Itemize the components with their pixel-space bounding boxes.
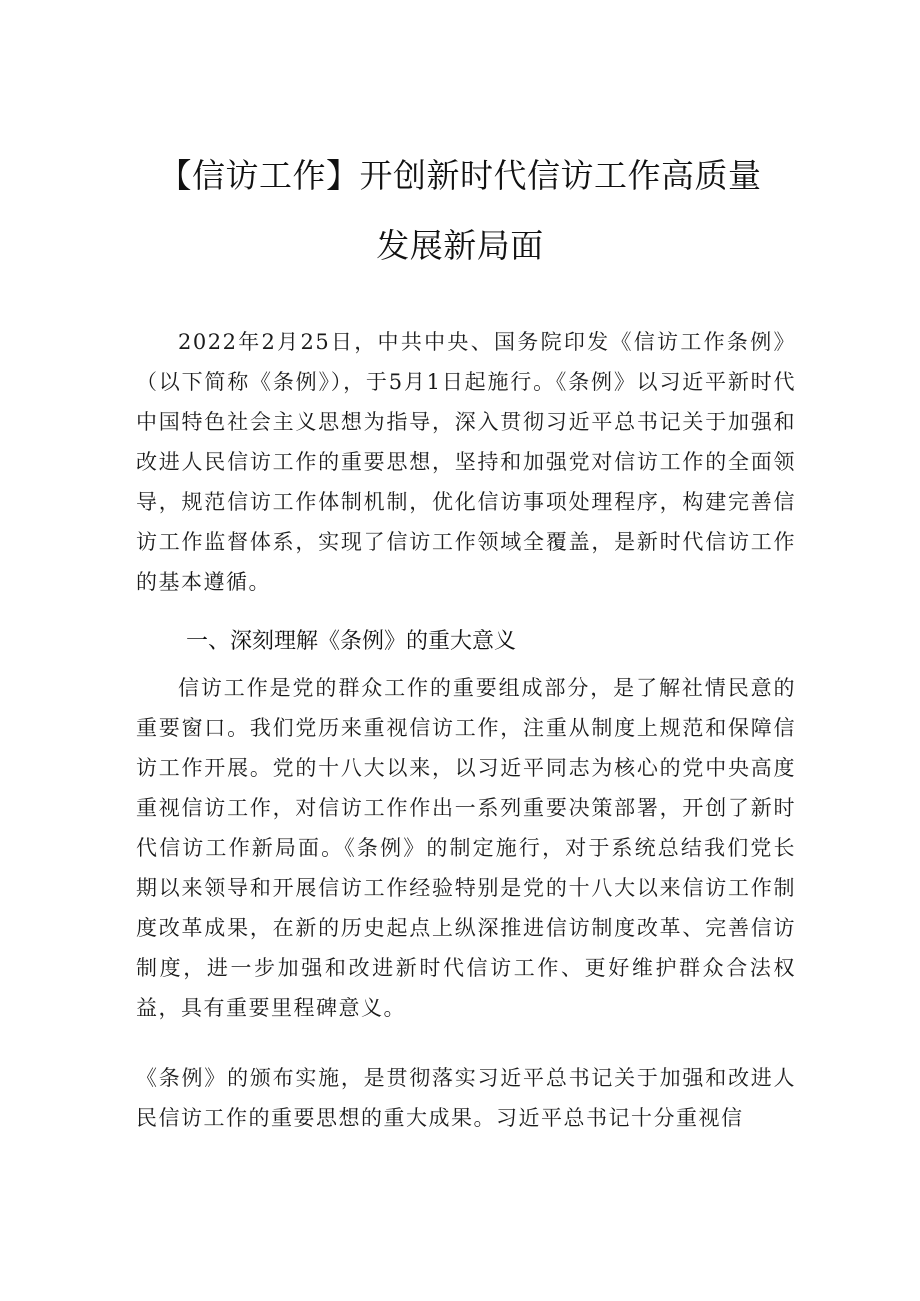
paragraph-implementation: 《条例》的颁布实施，是贯彻落实习近平总书记关于加强和改进人民信访工作的重要思想的重大成果。习近平总书记十分重视信 <box>136 1066 796 1130</box>
document-title-line-1: 【信访工作】开创新时代信访工作高质量 <box>158 156 762 195</box>
paragraph-intro: 2022年2月25日，中共中央、国务院印发《信访工作条例》（以下简称《条例》），于5月1日起施行。《条例》以习近平新时代中国特色社会主义思想为指导，深入贯彻习近平总书记关于加强和改进人民信访工作的重要思想，坚持和加强党对信访工作的全面领导，规范信访工作体制机制，优化信访事项处理程序，构建完善信访工作监督体系，实现了信访工作领域全覆盖，是新时代信访工作的基本遵循。 <box>136 330 796 594</box>
section-heading-1: 一、深刻理解《条例》的重大意义 <box>186 629 517 654</box>
paragraph-significance: 信访工作是党的群众工作的重要组成部分，是了解社情民意的重要窗口。我们党历来重视信访工作，注重从制度上规范和保障信访工作开展。党的十八大以来，以习近平同志为核心的党中央高度重视信访工作，对信访工作作出一系列重要决策部署，开创了新时代信访工作新局面。《条例》的制定施行，对于系统总结我们党长期以来领导和开展信访工作经验特别是党的十八大以来信访工作制度改革成果，在新的历史起点上纵深推进信访制度改革、完善信访制度，进一步加强和改进新时代信访工作、更好维护群众合法权益，具有重要里程碑意义。 <box>136 676 796 1020</box>
document-title-line-2: 发展新局面 <box>376 226 544 265</box>
